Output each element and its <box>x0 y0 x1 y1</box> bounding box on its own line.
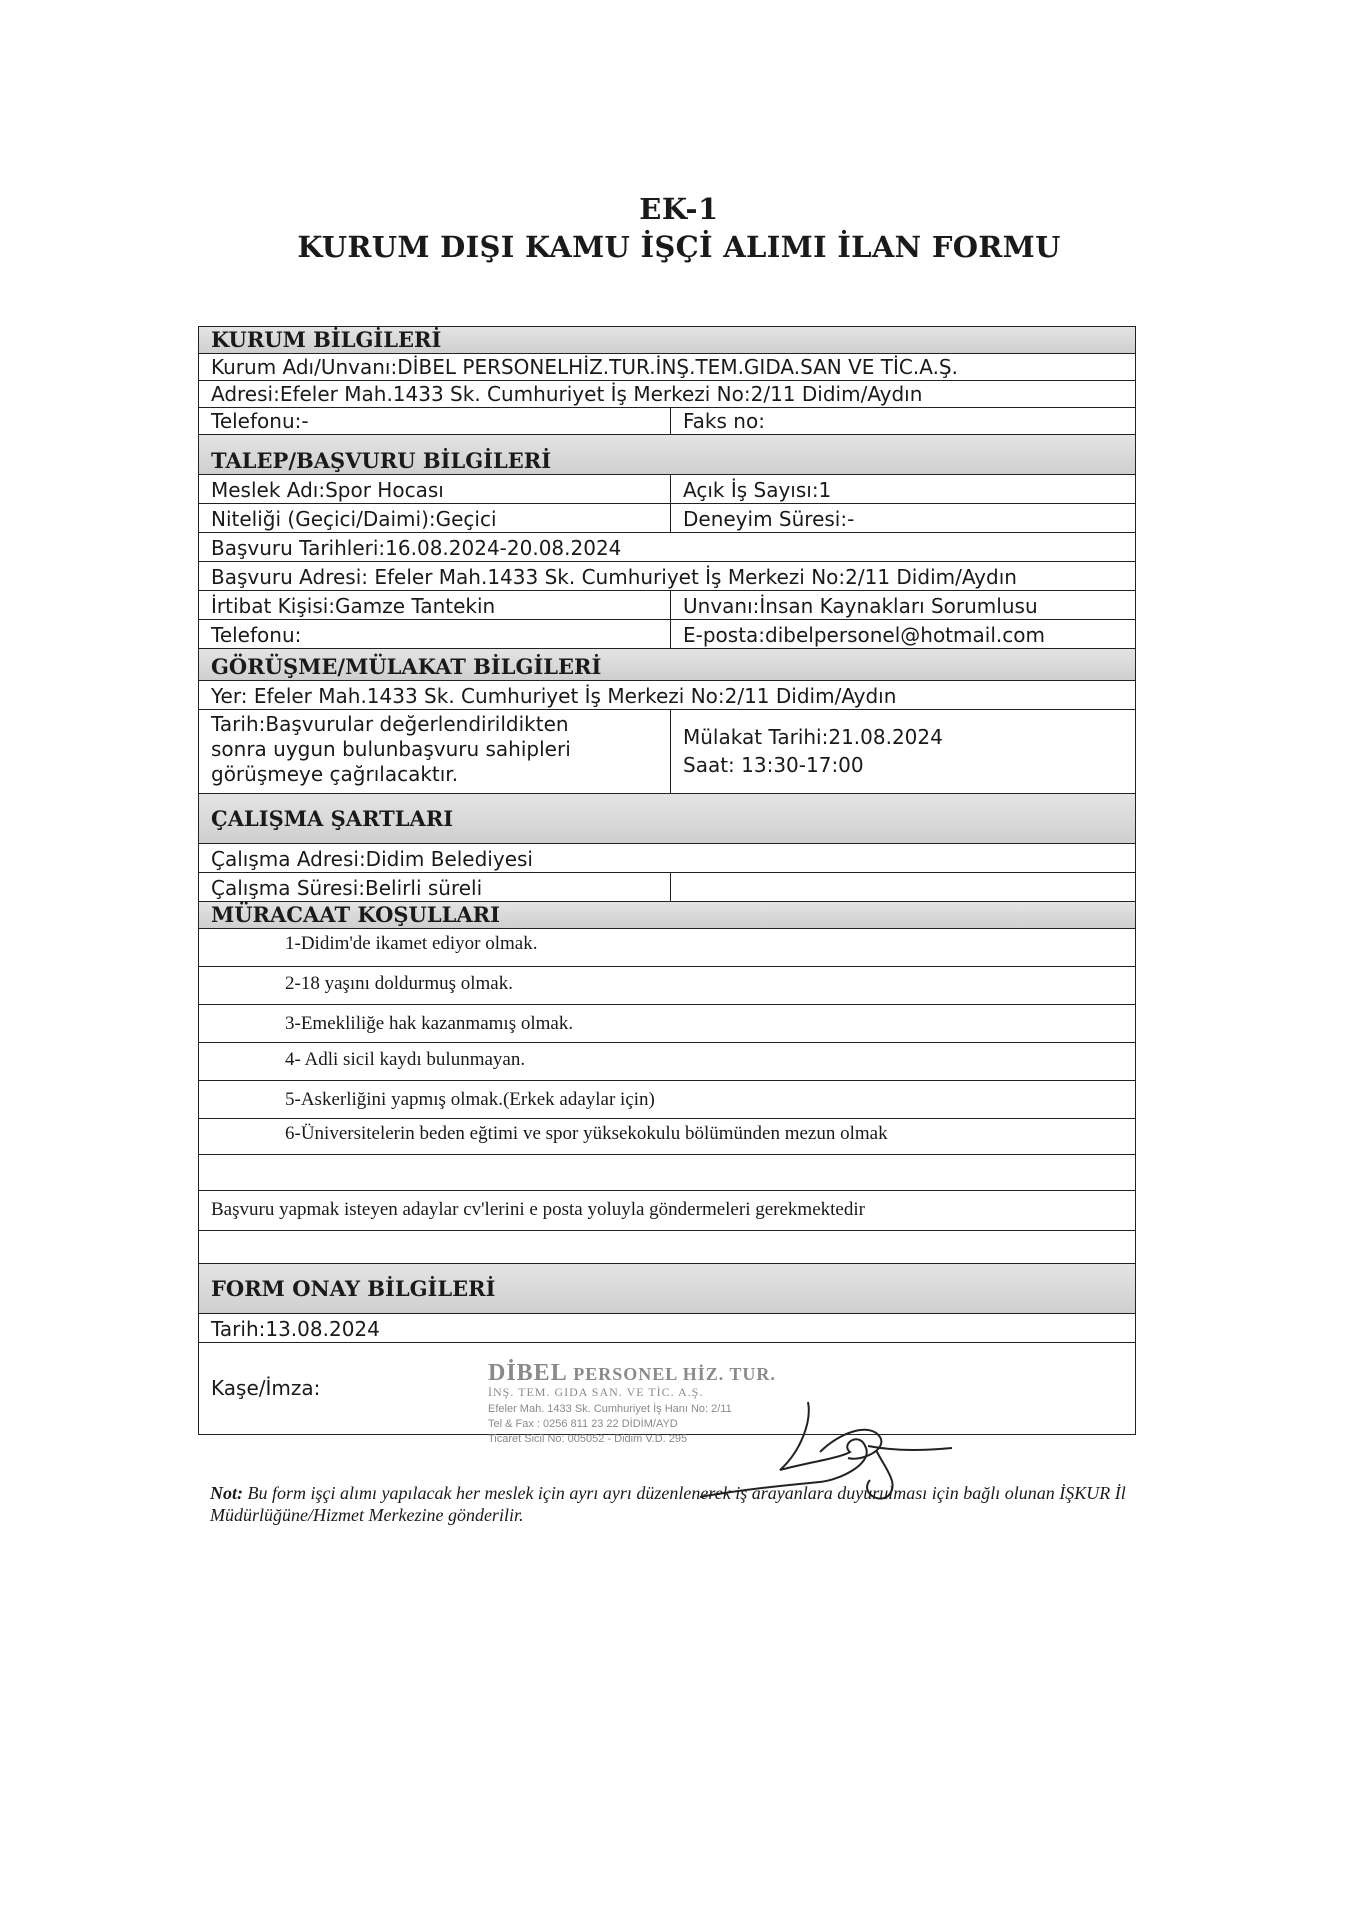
footer-note-label: Not: <box>210 1483 243 1503</box>
row-calisma-adres <box>199 844 1135 873</box>
condition-item <box>199 929 1135 967</box>
row-kurum-adi <box>199 354 1135 381</box>
footer-note-text: Bu form işçi alımı yapılacak her meslek için ayrı ayrı düzenlenerek iş arayanlara duyurulması için bağlı olunan İŞKUR İl Müdürlüğüne/Hizmet Merkezine gönderilir. <box>210 1483 1126 1525</box>
mulakat-bilgi <box>671 710 1135 793</box>
deneyim-suresi: Deneyim Süresi:- <box>683 507 855 531</box>
niteligi: Niteliği (Geçici/Daimi):Geçici <box>199 504 671 532</box>
acik-is-sayisi: Açık İş Sayısı:1 <box>683 478 832 502</box>
row-gorusme-yer <box>199 681 1135 710</box>
empty-row <box>199 1231 1135 1264</box>
calisma-adresi: Çalışma Adresi:Didim Belediyesi <box>211 847 533 871</box>
row-basvuru-notu <box>199 1191 1135 1231</box>
row-niteligi <box>199 504 1135 533</box>
condition-item <box>199 1005 1135 1043</box>
row-onay-tarih <box>199 1314 1135 1343</box>
section-gorusme-title: GÖRÜŞME/MÜLAKAT BİLGİLERİ <box>211 654 602 679</box>
section-calisma-title: ÇALIŞMA ŞARTLARI <box>211 805 454 831</box>
section-kurum <box>199 327 1135 354</box>
irtibat-telefonu: Telefonu: <box>199 620 671 648</box>
stamp-line5: Ticaret Sicil No: 005052 - Didim V.D. 295 <box>488 1433 688 1445</box>
row-iletisim <box>199 620 1135 649</box>
announcement-form <box>198 326 1136 1435</box>
row-kurum-adres <box>199 381 1135 408</box>
gorusme-tarih-line3: görüşmeye çağrılacaktır. <box>211 762 459 786</box>
gorusme-tarih <box>199 710 671 793</box>
footer-note <box>210 1482 1150 1526</box>
kase-imza-label: Kaşe/İmza: <box>211 1376 321 1400</box>
basvuru-tarihleri: Başvuru Tarihleri:16.08.2024-20.08.2024 <box>211 536 622 560</box>
kurum-telefon: Telefonu:- <box>199 408 671 434</box>
irtibat-unvani: Unvanı:İnsan Kaynakları Sorumlusu <box>683 594 1038 618</box>
empty-row <box>199 1155 1135 1191</box>
condition-text: 1-Didim'de ikamet ediyor olmak. <box>285 933 538 954</box>
section-talep <box>199 435 1135 475</box>
condition-text: 4- Adli sicil kaydı bulunmayan. <box>285 1049 526 1070</box>
row-meslek <box>199 475 1135 504</box>
basvuru-notu: Başvuru yapmak isteyen adaylar cv'lerini e posta yoluyla göndermeleri gerekmektedir <box>211 1199 865 1220</box>
kurum-adi: Kurum Adı/Unvanı:DİBEL PERSONELHİZ.TUR.İNŞ.TEM.GIDA.SAN VE TİC.A.Ş. <box>211 355 958 379</box>
document-subtitle: KURUM DIŞI KAMU İŞÇİ ALIMI İLAN FORMU <box>297 230 1061 264</box>
row-kurum-telefon <box>199 408 1135 435</box>
document-title: EK-1 <box>639 192 719 226</box>
kurum-adres: Adresi:Efeler Mah.1433 Sk. Cumhuriyet İş Merkezi No:2/11 Didim/Aydın <box>211 382 923 406</box>
mulakat-tarihi: Mülakat Tarihi:21.08.2024 <box>683 725 943 749</box>
stamp-line1: DİBEL PERSONEL HİZ. TUR. <box>488 1360 776 1386</box>
gorusme-tarih-line1: Tarih:Başvurular değerlendirildikten <box>211 712 569 736</box>
condition-item <box>199 1081 1135 1119</box>
condition-text: 3-Emekliliğe hak kazanmamış olmak. <box>285 1013 574 1034</box>
calisma-suresi: Çalışma Süresi:Belirli süreli <box>199 873 671 901</box>
stamp-line4: Tel & Fax : 0256 811 23 22 DİDİM/AYD <box>488 1418 678 1430</box>
onay-tarih: Tarih:13.08.2024 <box>211 1317 380 1341</box>
condition-text: 6-Üniversitelerin beden eğtimi ve spor yüksekokulu bölümünden mezun olmak <box>285 1123 888 1144</box>
row-calisma-sure <box>199 873 1135 902</box>
stamp-line3: Efeler Mah. 1433 Sk. Cumhuriyet İş Hanı No: 2/11 <box>488 1403 732 1415</box>
row-basvuru-tarihleri <box>199 533 1135 562</box>
basvuru-adresi: Başvuru Adresi: Efeler Mah.1433 Sk. Cumhuriyet İş Merkezi No:2/11 Didim/Aydın <box>211 565 1017 589</box>
irtibat-kisisi: İrtibat Kişisi:Gamze Tantekin <box>199 591 671 619</box>
row-basvuru-adresi <box>199 562 1135 591</box>
mulakat-saat: Saat: 13:30-17:00 <box>683 753 864 777</box>
section-kurum-title: KURUM BİLGİLERİ <box>211 327 442 352</box>
gorusme-yer: Yer: Efeler Mah.1433 Sk. Cumhuriyet İş Merkezi No:2/11 Didim/Aydın <box>211 684 897 708</box>
row-gorusme-tarih <box>199 710 1135 794</box>
section-muracaat <box>199 902 1135 929</box>
section-calisma <box>199 794 1135 844</box>
section-gorusme <box>199 649 1135 681</box>
condition-item <box>199 1119 1135 1155</box>
row-irtibat <box>199 591 1135 620</box>
section-talep-title: TALEP/BAŞVURU BİLGİLERİ <box>211 448 552 473</box>
section-onay-title: FORM ONAY BİLGİLERİ <box>211 1275 496 1301</box>
condition-text: 2-18 yaşını doldurmuş olmak. <box>285 973 513 994</box>
gorusme-tarih-line2: sonra uygun bulunbaşvuru sahipleri <box>211 737 571 761</box>
section-muracaat-title: MÜRACAAT KOŞULLARI <box>211 902 500 927</box>
condition-text: 5-Askerliğini yapmış olmak.(Erkek adaylar için) <box>285 1089 655 1110</box>
condition-item <box>199 967 1135 1005</box>
stamp-line2: İNŞ. TEM. GIDA SAN. VE TİC. A.Ş. <box>488 1385 704 1399</box>
irtibat-eposta: E-posta:dibelpersonel@hotmail.com <box>683 623 1045 647</box>
condition-item <box>199 1043 1135 1081</box>
kurum-faks: Faks no: <box>683 409 765 433</box>
section-onay <box>199 1264 1135 1314</box>
meslek-adi: Meslek Adı:Spor Hocası <box>199 475 671 503</box>
calisma-sure-bos <box>671 873 1135 901</box>
